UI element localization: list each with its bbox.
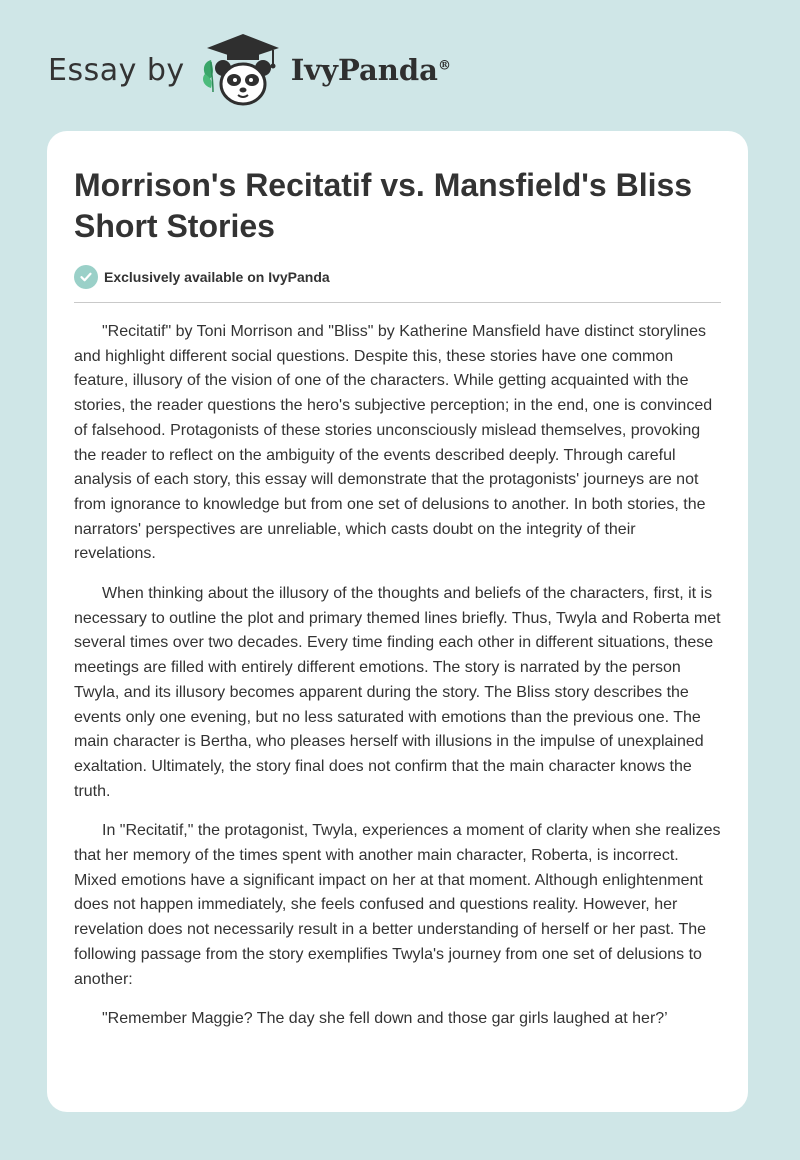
title-divider xyxy=(74,302,721,303)
exclusive-badge xyxy=(74,265,721,289)
quote-paragraph: "Remember Maggie? The day she fell down and those gar girls laughed at her?’ xyxy=(102,1010,668,1028)
brand-text: IvyPanda xyxy=(290,53,438,87)
essay-body xyxy=(74,320,721,1032)
brand-name[interactable] xyxy=(291,53,451,87)
trademark-symbol: ® xyxy=(437,58,451,74)
paragraph: When thinking about the illusory of the thoughts and beliefs of the characters, first, it is necessary to outline the plot and primary themed lines briefly. Thus, Twyla and Roberta met several times over two decades. Every time finding each other in different situations, these meetings are filled with entirely different emotions. The story is narrated by the person Twyla, and its illusory becomes apparent during the story. The Bliss story describes the events only one evening, but no less saturated with emotions than the previous one. The main character is Bertha, who pleases herself with illusions in the impulse of unexplained exaltation. Ultimately, the story final does not confirm that the main character knows the truth. xyxy=(74,585,721,800)
exclusive-badge-label: Exclusively available on IvyPanda xyxy=(104,269,330,285)
panda-logo-icon[interactable] xyxy=(199,30,287,110)
essay-card xyxy=(47,131,748,1112)
paragraph: In "Recitatif," the protagonist, Twyla, experiences a moment of clarity when she realizes that her memory of the times spent with another main character, Roberta, is incorrect. Mixed emotions have a significant impact on her at that moment. Although enlightenment does not happen immediately, she feels confused and questions reality. However, her revelation does not necessarily result in a better understanding of herself or her past. The following passage from the story exemplifies Twyla's journey from one set of delusions to another: xyxy=(74,822,721,988)
paragraph: "Recitatif" by Toni Morrison and "Bliss" by Katherine Mansfield have distinct storylines and highlight different social questions. Despite this, these stories have one common feature, illusory of the vision of one of the characters. While getting acquainted with the stories, the reader questions the hero's subjective perception; in the end, one is convinced of falsehood. Protagonists of these stories unconsciously mislead themselves, provoking the reader to reflect on the ambiguity of the events described deeply. Through careful analysis of each story, this essay will demonstrate that the protagonists' journeys are not from ignorance to knowledge but from one set of delusions to another. In both stories, the narrators' perspectives are unreliable, which casts doubt on the integrity of their revelations. xyxy=(74,323,713,563)
site-header xyxy=(48,30,451,110)
check-circle-icon xyxy=(74,265,98,289)
essay-by-label: Essay by xyxy=(48,52,185,88)
essay-title: Morrison's Recitatif vs. Mansfield's Bliss Short Stories xyxy=(74,167,693,244)
